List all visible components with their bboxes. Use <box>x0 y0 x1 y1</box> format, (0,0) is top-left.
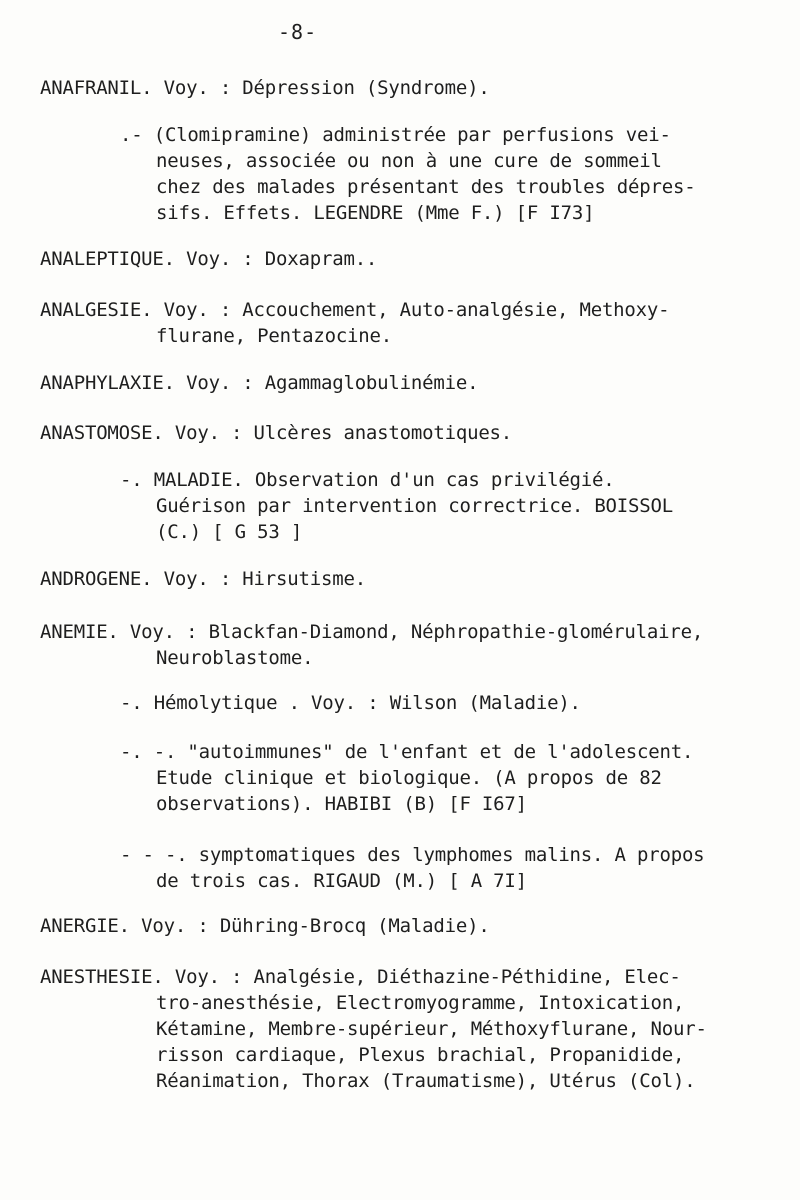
entry-line: ANESTHESIE. Voy. : Analgésie, Diéthazine-Péthidine, Elec- <box>40 966 681 988</box>
entry-anemie <box>40 619 703 671</box>
entry-anafranil: ANAFRANIL. Voy. : Dépression (Syndrome). <box>40 77 490 99</box>
entry-line: Guérison par intervention correctrice. BOISSOL <box>156 495 673 517</box>
entry-anesthesie <box>40 964 707 1094</box>
entry-line: ANALGESIE. Voy. : Accouchement, Auto-analgésie, Methoxy- <box>40 299 670 321</box>
entry-line: Etude clinique et biologique. (A propos de 82 <box>156 767 662 789</box>
page-number: -8- <box>278 20 318 44</box>
entry-anemie-symptomatiques <box>120 842 704 894</box>
entry-line: Réanimation, Thorax (Traumatisme), Utérus (Col). <box>156 1070 696 1092</box>
entry-line: de trois cas. RIGAUD (M.) [ A 7I] <box>156 870 527 892</box>
entry-anastomose: ANASTOMOSE. Voy. : Ulcères anastomotiques. <box>40 422 513 444</box>
entry-line: ANEMIE. Voy. : Blackfan-Diamond, Néphropathie-glomérulaire, <box>40 621 704 643</box>
entry-line: - - -. symptomatiques des lymphomes malins. A propos <box>120 844 705 866</box>
entry-androgene: ANDROGENE. Voy. : Hirsutisme. <box>40 568 366 590</box>
entry-analgesie <box>40 297 669 349</box>
entry-line: -. MALADIE. Observation d'un cas privilégié. <box>120 469 615 491</box>
entry-anaphylaxie: ANAPHYLAXIE. Voy. : Agammaglobulinémie. <box>40 372 479 394</box>
entry-line: (C.) [ G 53 ] <box>156 521 303 543</box>
entry-anergie: ANERGIE. Voy. : Dühring-Brocq (Maladie). <box>40 915 490 937</box>
entry-line: observations). HABIBI (B) [F I67] <box>156 793 527 815</box>
entry-line: tro-anesthésie, Electromyogramme, Intoxication, <box>156 992 685 1014</box>
entry-line: Neuroblastome. <box>156 647 314 669</box>
entry-line: flurane, Pentazocine. <box>156 325 393 347</box>
entry-line: risson cardiaque, Plexus brachial, Propanidide, <box>156 1044 685 1066</box>
entry-anafranil-clomipramine <box>120 122 695 226</box>
entry-line: neuses, associée ou non à une cure de sommeil <box>156 150 662 172</box>
entry-anemie-hemolytique: -. Hémolytique . Voy. : Wilson (Maladie). <box>120 692 581 714</box>
entry-anastomose-maladie <box>120 467 673 545</box>
entry-anemie-autoimmunes <box>120 739 693 817</box>
entry-line: -. -. "autoimmunes" de l'enfant et de l'adolescent. <box>120 741 694 763</box>
entry-line: Kétamine, Membre-supérieur, Méthoxyflurane, Nour- <box>156 1018 707 1040</box>
entry-analeptique: ANALEPTIQUE. Voy. : Doxapram.. <box>40 248 378 270</box>
entry-line: chez des malades présentant des troubles dépres- <box>156 176 696 198</box>
entry-line: .- (Clomipramine) administrée par perfusions vei- <box>120 124 671 146</box>
entry-line: sifs. Effets. LEGENDRE (Mme F.) [F I73] <box>156 202 595 224</box>
